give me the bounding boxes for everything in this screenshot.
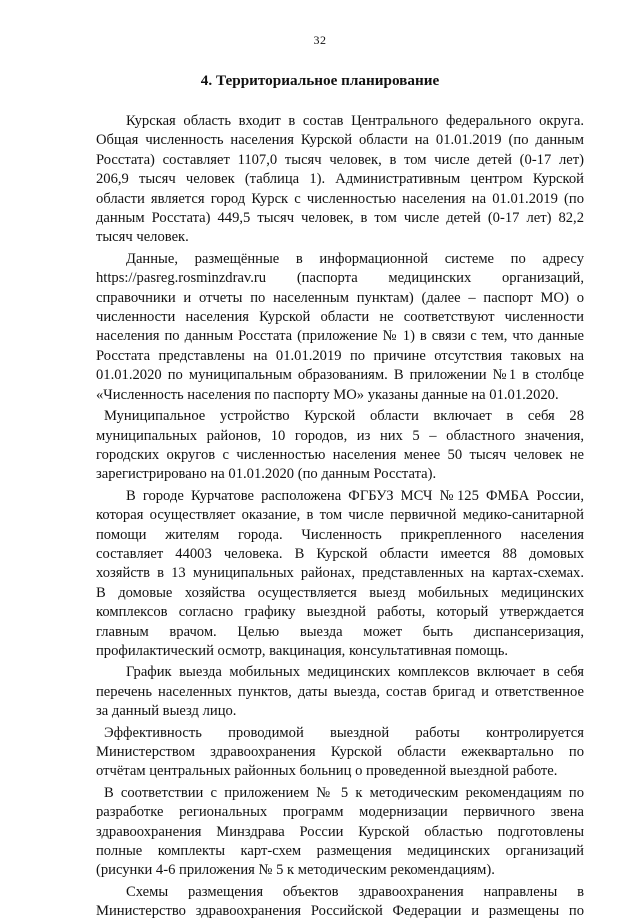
paragraph-line: зарегистрировано на 01.01.2020 (по данным Росстата).	[96, 466, 437, 483]
paragraph-line: Курская область входит в состав Центрального федерального округа.	[126, 113, 584, 129]
paragraph-line: Росстата представлены на 01.01.2019 по причине отсутствия таковых на	[96, 347, 584, 364]
paragraph-line: Росстата) составляет 1107,0 тысяч человек, в том числе детей (0-17 лет)	[96, 151, 584, 168]
paragraph-line: за данный выезд лицо.	[96, 703, 237, 720]
paragraph	[96, 112, 584, 248]
paragraph-line: области является город Курск с численностью населения на 01.01.2019 (по	[96, 190, 584, 207]
paragraph-line: Данные, размещённые в информационной системе по адресу	[126, 250, 584, 267]
paragraph-line: Общая численность населения Курской области на 01.01.2019 (по данным	[96, 132, 584, 149]
paragraph-line: главным врачом. Целью выезда может быть диспансеризация,	[96, 623, 584, 640]
paragraph-line: Муниципальное устройство Курской области включает в себя 28	[104, 408, 584, 425]
body-text	[96, 92, 584, 924]
page-number: 32	[313, 33, 327, 47]
paragraph	[96, 883, 584, 922]
paragraph-line: https://pasreg.rosminzdrav.ru (паспорта медицинских организаций,	[96, 270, 584, 287]
paragraph-line: здравоохранения Минздрава России Курской областью подготовлены	[96, 823, 584, 840]
paragraph-line: Министерством здравоохранения Курской области ежеквартально по	[96, 744, 584, 760]
paragraph-line: График выезда мобильных медицинских комплексов включает в себя	[126, 664, 584, 681]
paragraph-line: городских округов с численностью населения менее 50 тысяч человек не	[96, 446, 584, 463]
paragraph-line: отчётам центральных районных больниц о проведенной выездной работе.	[96, 763, 558, 780]
paragraph	[96, 250, 584, 405]
paragraph-line: данным Росстата) 449,5 тысяч человек, в том числе детей (0-17 лет) 82,2	[96, 210, 584, 227]
paragraph-line: (рисунки 4-6 приложения № 5 к методическим рекомендациям).	[96, 862, 495, 879]
paragraph	[96, 784, 584, 881]
paragraph-line: тысяч человек.	[96, 229, 189, 246]
paragraph-line: перечень населенных пунктов, даты выезда, состав бригад и ответственное	[96, 683, 584, 700]
paragraph-line: Эффективность проводимой выездной работы контролируется	[104, 724, 584, 741]
paragraph-line: В соответствии с приложением № 5 к методическим рекомендациям по	[104, 784, 584, 801]
paragraph	[96, 407, 584, 485]
paragraph-line: 01.01.2020 по муниципальным образованиям. В приложении №1 в столбце	[96, 367, 584, 384]
paragraph-line: муниципальных районов, 10 городов, из них 5 – областного значения,	[96, 427, 584, 444]
paragraph-line: хозяйств в 13 муниципальных районах, представленных на картах-схемах.	[96, 565, 584, 582]
paragraph-line: численности населения Курской области не соответствуют численности	[96, 309, 584, 326]
paragraph-line: профилактический осмотр, вакцинация, консультативная помощь.	[96, 642, 509, 659]
paragraph-line: населения по данным Росстата (приложение № 1) в связи с тем, что данные	[96, 328, 584, 345]
paragraph-line: В городе Курчатове расположена ФГБУЗ МСЧ №125 ФМБА России,	[126, 487, 584, 504]
paragraph-line: помощи жителям города. Численность прикрепленного населения	[96, 526, 584, 543]
paragraph-line: Министерство здравоохранения Российской Федерации и размещены по	[96, 903, 584, 920]
paragraph-line: полные комплекты карт-схем размещения медицинских организаций	[96, 843, 584, 860]
paragraph-line: В домовые хозяйства осуществляется выезд мобильных медицинских	[96, 584, 584, 601]
paragraph-line: 206,9 тысяч человек (таблица 1). Административным центром Курской	[96, 171, 584, 188]
paragraph-line: Схемы размещения объектов здравоохранения направлены в	[126, 883, 584, 900]
paragraph-line: разработке региональных программ модернизации первичного звена	[96, 804, 584, 821]
paragraph	[96, 663, 584, 721]
paragraph-line: «Численность населения по паспорту МО» указаны данные на 01.01.2020.	[96, 386, 559, 403]
paragraph-line: составляет 44003 человека. В Курской области имеется 88 домовых	[96, 545, 584, 562]
paragraph	[96, 724, 584, 782]
section-heading: 4. Территориальное планирование	[200, 72, 440, 89]
paragraph	[96, 487, 584, 662]
paragraph-line: справочники и отчеты по населенным пунктам) (далее – паспорт МО) о	[96, 289, 584, 306]
paragraph-line: которая осуществляет оказание, в том числе первичной медико-санитарной	[96, 507, 584, 524]
paragraph-line: комплексов согласно графику выездной работы, который утверждается	[96, 604, 584, 621]
